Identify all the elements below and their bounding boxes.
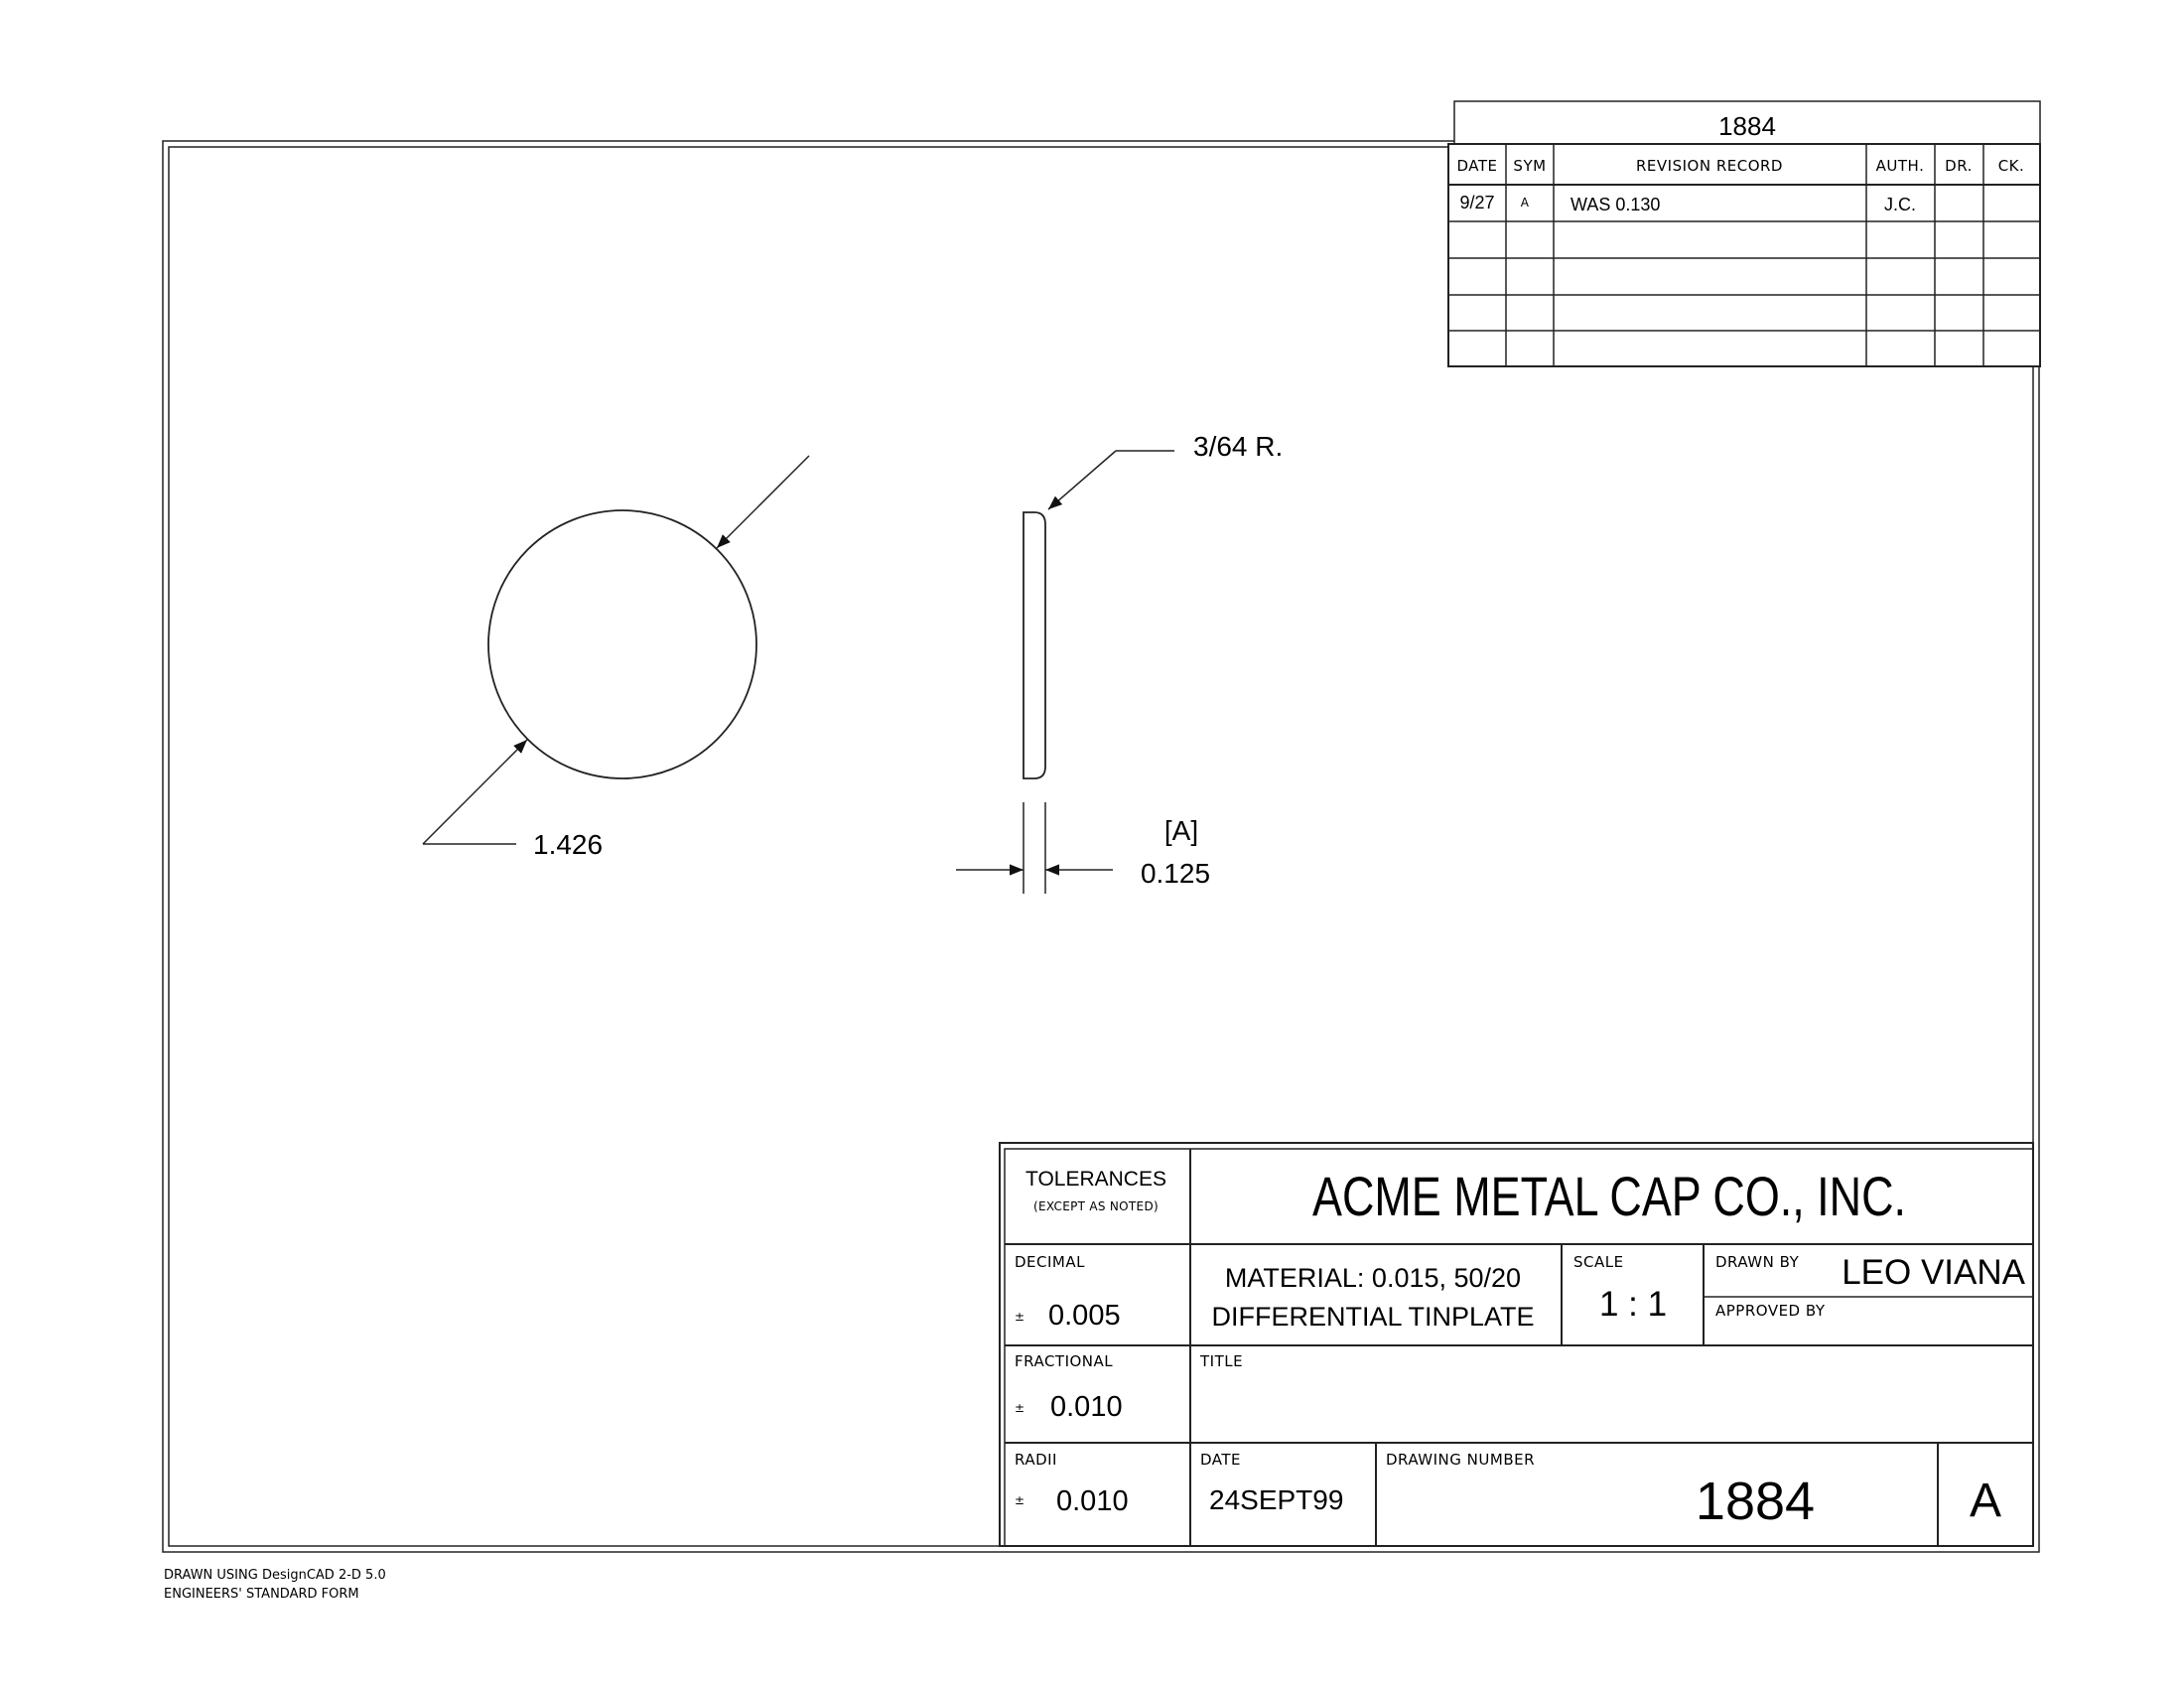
radii-label: RADII bbox=[1015, 1451, 1057, 1469]
footer-line-2: ENGINEERS' STANDARD FORM bbox=[164, 1587, 359, 1602]
fractional-value: 0.010 bbox=[1050, 1391, 1123, 1423]
rev-header-date: DATE bbox=[1456, 157, 1498, 175]
cap-front-view bbox=[488, 510, 756, 778]
cap-side-view bbox=[1024, 512, 1045, 778]
title-block bbox=[1000, 1143, 2033, 1546]
rev-row-sym: A bbox=[1520, 196, 1530, 210]
radius-dimension: 3/64 R. bbox=[1193, 431, 1284, 462]
tolerances-note: (EXCEPT AS NOTED) bbox=[1033, 1199, 1159, 1213]
material-line-2: DIFFERENTIAL TINPLATE bbox=[1211, 1302, 1535, 1332]
decimal-value: 0.005 bbox=[1048, 1300, 1121, 1332]
material-line-1: MATERIAL: 0.015, 50/20 bbox=[1224, 1263, 1522, 1293]
date-value: 24SEPT99 bbox=[1209, 1484, 1344, 1515]
approved-by-label: APPROVED BY bbox=[1715, 1302, 1826, 1320]
rev-header-auth: AUTH. bbox=[1875, 157, 1925, 175]
company-name: ACME METAL CAP CO., INC. bbox=[1312, 1165, 1906, 1227]
revision-block-number: 1884 bbox=[1718, 111, 1776, 141]
date-label: DATE bbox=[1200, 1451, 1242, 1469]
fractional-label: FRACTIONAL bbox=[1015, 1352, 1114, 1370]
rev-row-date: 9/27 bbox=[1459, 193, 1495, 212]
rev-header-sym: SYM bbox=[1513, 157, 1547, 175]
drawing-number-label: DRAWING NUMBER bbox=[1386, 1451, 1536, 1469]
scale-label: SCALE bbox=[1573, 1253, 1624, 1271]
drawing-number-value: 1884 bbox=[1695, 1472, 1816, 1531]
scale-value: 1 : 1 bbox=[1598, 1285, 1668, 1324]
drawn-by-label: DRAWN BY bbox=[1715, 1253, 1800, 1271]
rev-row-record: WAS 0.130 bbox=[1570, 195, 1661, 214]
diameter-dimension: 1.426 bbox=[533, 829, 604, 860]
revision-block bbox=[1448, 101, 2040, 366]
rev-header-ck: CK. bbox=[1997, 157, 2025, 175]
thickness-reference: [A] bbox=[1163, 815, 1199, 846]
radii-plus-minus: ± bbox=[1015, 1493, 1025, 1507]
rev-header-record: REVISION RECORD bbox=[1636, 157, 1783, 175]
decimal-label: DECIMAL bbox=[1015, 1253, 1085, 1271]
diameter-leader-lower bbox=[423, 740, 527, 844]
rev-header-dr: DR. bbox=[1945, 157, 1973, 175]
thickness-dimension: 0.125 bbox=[1140, 858, 1211, 889]
fractional-plus-minus: ± bbox=[1015, 1401, 1025, 1415]
radii-value: 0.010 bbox=[1056, 1485, 1129, 1517]
radius-leader bbox=[1048, 451, 1116, 509]
revision-letter: A bbox=[1969, 1475, 2002, 1527]
decimal-plus-minus: ± bbox=[1015, 1310, 1025, 1324]
footer-line-1: DRAWN USING DesignCAD 2-D 5.0 bbox=[164, 1568, 386, 1583]
title-label: TITLE bbox=[1200, 1352, 1244, 1370]
rev-row-auth: J.C. bbox=[1883, 195, 1917, 214]
tolerances-title: TOLERANCES bbox=[1025, 1168, 1166, 1191]
drawn-by-value: LEO VIANA bbox=[1842, 1253, 2025, 1292]
diameter-leader-upper bbox=[717, 456, 809, 548]
part-drawing bbox=[423, 431, 1283, 894]
